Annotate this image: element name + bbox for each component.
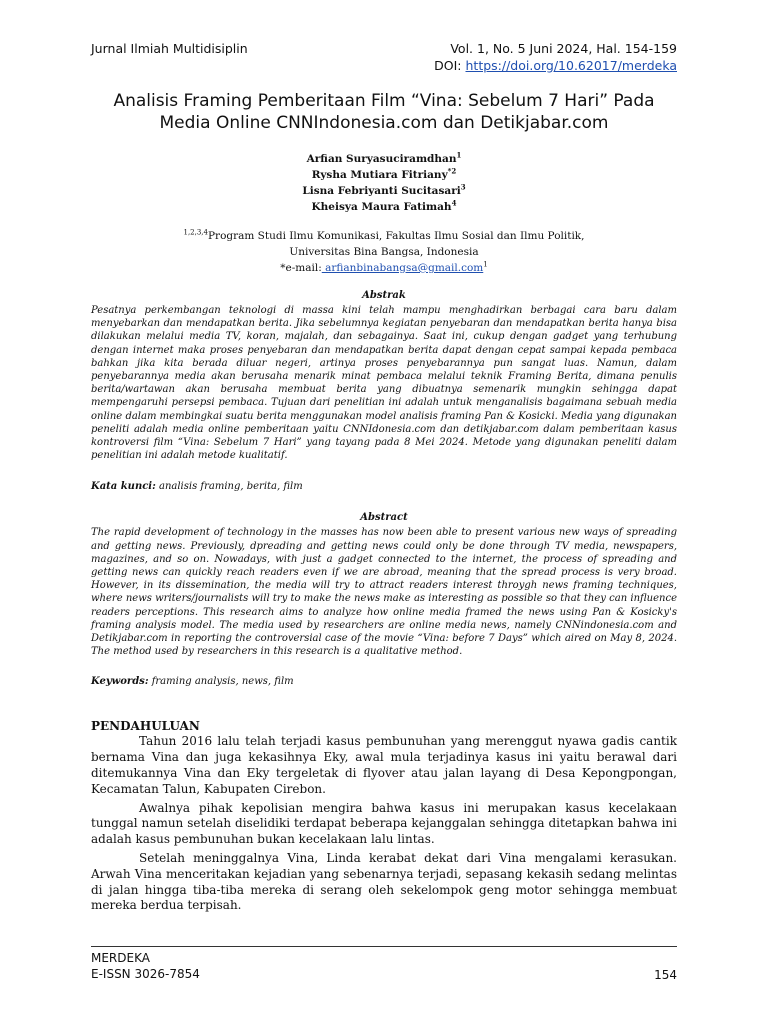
affiliation [91,228,677,276]
affiliation-line-1: $^{1,2,3,4}$Program Studi Ilmu Komunikasi, Fakultas Ilmu Sosial dan Ilmu Politik, [183,228,585,242]
page-number: 154 [654,968,677,982]
kata-kunci [91,480,677,493]
author-list [91,151,677,215]
author-name: Lisna Febriyanti Sucitasari [302,185,461,197]
kata-kunci-values: analisis framing, berita, film [155,481,303,493]
footer-journal: MERDEKA [91,951,150,965]
author-affil-mark: *2 [447,166,457,176]
author-affil-mark: 3 [460,182,466,192]
paper-title [91,90,677,134]
email-mark: 1 [483,260,488,269]
email-link[interactable]: arfianbinabangsa@gmail.com [321,262,484,274]
author-affil-mark: 1 [456,150,462,160]
author [91,167,677,183]
author-affil-mark: 4 [451,198,457,208]
email-label: *e-mail: [280,262,322,274]
issue-info [434,40,677,74]
affiliation-marks: 1,2,3,4 [183,228,208,237]
footer-issn: E-ISSN 3026-7854 [91,967,200,981]
volume-info: Vol. 1, No. 5 Juni 2024, Hal. 154-159 [450,41,677,56]
body-paragraph: Awalnya pihak kepolisian mengira bahwa kasus ini merupakan kasus kecelakaan tunggal namun setelah diselidiki terdapat beberapa kejanggalan sehingga ditetapkan bahwa ini adalah kasus pembunuhan bukan kecelakaan lalu lintas. [91,800,677,847]
section-heading: PENDAHULUAN [91,719,200,734]
body-paragraph: Setelah meninggalnya Vina, Linda kerabat dekat dari Vina mengalami kerasukan. Arwah Vina menceritakan kejadian yang sebenarnya terjadi, sepasang kekasih sedang melintas di jalan hingga tiba-tiba mereka di serang oleh sekelompok geng motor sehingga membuat mereka berdua terpisah. [91,851,677,913]
journal-name: Jurnal Ilmiah Multidisiplin [91,41,248,56]
doi-label: DOI: [434,58,462,73]
keywords-label: Keywords: [91,676,149,688]
running-header [91,40,677,76]
doi-line [434,57,677,74]
author-name: Arfian Suryasuciramdhan [306,153,457,165]
email-line [91,260,677,276]
paper-page [91,40,677,914]
author-name: Kheisya Maura Fatimah [311,201,452,213]
abstract-body: The rapid development of technology in the masses has now been able to present various new ways of spreading and getting news. Previously, dpreading and getting news could only be done through TV media, newspapers, magazines, and so on. Nowadays, with just a gadget connected to the internet, the process of spreading and getting news can quickly reach readers even if we are abroad, meaning that the spread process is very broad. However, in its dissemination, the media will try to attract readers interest throygh news framing techniques, where news writers/journalists will try to make the news make as interesting as possible so that they can influence readers perceptions. This research aims to analyze how online media framed the news using Pan & Kosicky's framing analysis model. The media used by researchers are online media news, namely CNNindonesia.com and Detikjabar.com in reporting the controversial case of the movie “Vina: before 7 Days” which aired on May 8, 2024. The method used by researchers in this research is a qualitative method. [91,527,677,658]
kata-kunci-label: Kata kunci: [91,481,156,493]
author [91,199,677,215]
author [91,183,677,199]
page-footer [91,946,677,982]
abstract-heading: Abstract [360,512,408,524]
title-line-2: Media Online CNNIndonesia.com dan Detikjabar.com [159,113,609,133]
body-paragraph: Tahun 2016 lalu telah terjadi kasus pembunuhan yang merenggut nyawa gadis cantik bernama Vina dan juga kekasihnya Eky, awal mula terjadinya kasus ini yaitu berawal dari ditemukannya Vina dan Eky tergeletak di flyover atau jalan layang di Desa Kepongpongan, Kecamatan Talun, Kabupaten Cirebon. [91,734,677,796]
doi-link[interactable]: https://doi.org/10.62017/merdeka [465,58,677,73]
author [91,151,677,167]
abstrak-heading: Abstrak [362,290,406,301]
title-line-1: Analisis Framing Pemberitaan Film “Vina: Sebelum 7 Hari” Pada [113,91,655,111]
author-name: Rysha Mutiara Fitriany [311,169,448,181]
abstrak-body: Pesatnya perkembangan teknologi di massa kini telah mampu menghadirkan berbagai cara baru dalam menyebarkan dan mendapatkan berita. Jika sebelumnya kegiatan penyebaran dan mendapatkan berita hanya bisa dilakukan melalui media TV, koran, majalah, dan sebagainya. Saat ini, cukup dengan gadget yang terhubung dengan internet maka proses penyebaran dan mendapatkan berita dapat dengan cepat sampai kepada pembaca bahkan jika kita berada diluar negeri, artinya proses penyebarannya pun sangat luas. Namun, dalam penyebarannya media akan berusaha menarik minat pembaca melalui teknik Framing Berita, dimana penulis berita/wartawan akan berusaha membuat berita yang dibuatnya semenarik mungkin sehingga dapat mempengaruhi persepsi pembaca. Tujuan dari penelitian ini adalah untuk menganalisis bagaimana sebuah media online dalam membingkai suatu berita menggunakan model analisis framing Pan & Kosicki. Media yang digunakan peneliti adalah media online pemberitaan yaitu CNNIdonesia.com dan detikjabar.com dalam pemberitaan kasus kontroversi film “Vina: Sebelum 7 Hari” yang tayang pada 8 Mei 2024. Metode yang digunakan peneliti dalam penelitian ini adalah metode kualitatif. [91,305,677,462]
affiliation-line-2: Universitas Bina Bangsa, Indonesia [289,246,479,258]
keywords-values: framing analysis, news, film [148,676,294,688]
keywords [91,675,677,688]
